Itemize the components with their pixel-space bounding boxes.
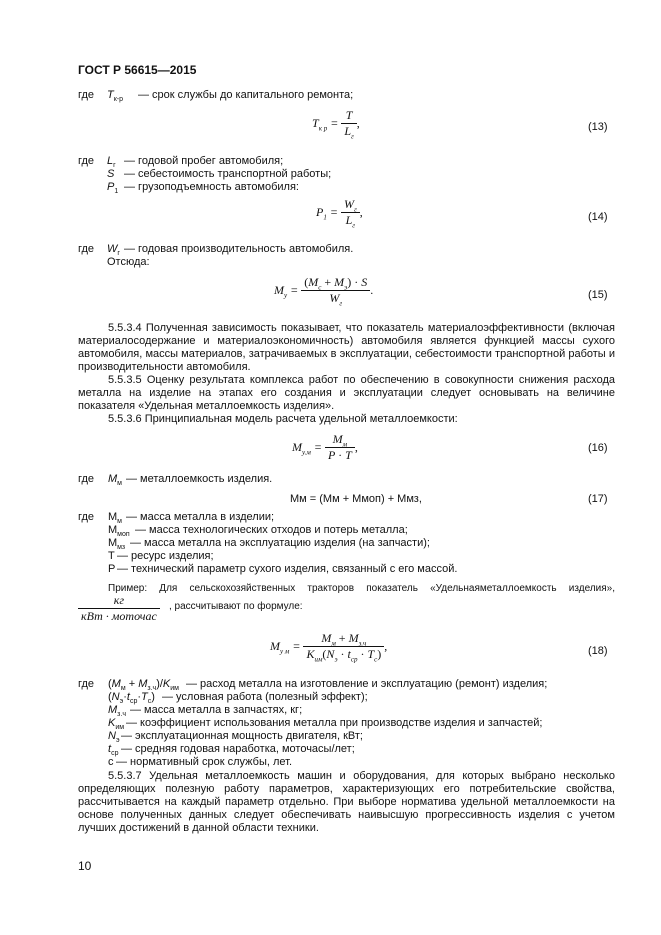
definition-tkr: — срок службы до капитального ремонта; [138,89,354,101]
paragraph-5-5-3-4: 5.5.3.4 Полученная зависимость показывает, что показатель материалоэффективности (включая материалосодержание и материалоэкономичность) автомобиля является функцией массы сухого автомобиля, массы материалов, затрачиваемых в эксплуатации, себестоимости транспортной работы и производительности автомобиля. [78,322,615,373]
definition-s: — себестоимость транспортной работы; [124,168,332,180]
definition-ne: — эксплуатационная мощность двигателя, кВт; [121,730,363,742]
symbol-p1: $P_1$ [107,181,119,196]
definition-consumption: — расход металла на изготовление и эксплуатацию (ремонт) изделия; [186,678,548,690]
where-label: где [78,473,95,485]
definition-mmop: — масса технологических отходов и потерь металла; [135,524,408,536]
example-unit-fraction [78,594,160,623]
formula-17: Mм = (Mм + Mмоп) + Mмз, [290,493,422,505]
equation-number-18: (18) [588,645,608,657]
symbol-consumption: $(M_м + M_{з.ч})/K_{им}$ [108,678,179,693]
symbol-ne: $N_э$ [108,730,120,745]
equation-number-13: (13) [588,121,608,133]
symbol-mmz: $M_{мз}$ [108,537,126,552]
definition-mm: — металлоемкость изделия. [126,473,273,485]
definition-c: — нормативный срок службы, лет. [116,756,293,768]
definition-kim: — коэффициент использования металла при производстве изделия и запчастей; [126,717,543,729]
example-text: Пример: Для сельскохозяйственных тракторов показатель «Удельнаяметаллоемкость изделия», [108,583,615,594]
definition-mmz: — масса металла на эксплуатацию изделия (на запчасти); [130,537,430,549]
symbol-tsr: $t_{ср}$ [108,743,119,758]
equation-number-16: (16) [588,442,608,454]
hence-text: Отсюда: [107,256,150,268]
symbol-kim: $K_{им}$ [108,717,125,732]
formula-14: $P_1$ = $\frac{W_г}{L_г}$ , [316,197,363,230]
definition-wg: — годовая производительность автомобиля. [124,243,354,255]
symbol-s: S [107,168,115,180]
formula-15: $M_у$ = $\frac{(M_с + M_э) \cdot S}{W_г}$ . [274,275,374,308]
page-number: 10 [78,859,92,873]
definition-p: — технический параметр сухого изделия, связанный с его массой. [117,563,458,575]
definition-mzch: — масса металла в запчастях, кг; [130,704,303,716]
symbol-c: c [108,756,114,768]
symbol-wg: $W_г$ [107,243,120,258]
formula-16: $M_{у.м}$ = $\frac{M_м}{P \cdot T}$ , [292,432,358,462]
definition-t: — ресурс изделия; [117,550,214,562]
paragraph-5-5-3-6: 5.5.3.6 Принципиальная модель расчета удельной металлоемкости: [108,413,458,425]
symbol-mmop: $M_{моп}$ [108,524,130,539]
unit-denominator: кВт · моточас [81,609,157,623]
symbol-mzch: $M_{з.ч}$ [108,704,126,719]
where-label: где [78,511,95,523]
definition-work: — условная работа (полезный эффект); [162,691,368,703]
formula-13: $T_{к р}$ = $\frac{T}{L_г}$ , [312,108,360,141]
definition-p1: — грузоподъемность автомобиля: [124,181,299,193]
example-tail: , рассчитывают по формуле: [169,601,303,612]
symbol-mm: $M_м$ [108,473,122,488]
document-header: ГОСТ Р 56615—2015 [78,63,197,77]
definition-tsr: — средняя годовая наработка, моточасы/лет; [121,743,355,755]
where-label: где [78,678,95,690]
equation-number-17: (17) [588,493,608,505]
where-label: где [78,243,95,255]
where-label: где [78,155,95,167]
where-label: где [78,89,95,101]
formula-18: $M_{у м}$ = $\frac{M_м + M_{з.ч}}{K_{им}(N_э \cdot t_{ср} \cdot T_c)}$ , [270,631,388,664]
unit-numerator: кг [78,594,160,609]
definition-mm-mass: — масса металла в изделии; [126,511,275,523]
symbol-work: $(N_э\cdot t_{ср}\cdot T_c)$ [108,691,155,706]
definition-lg: — годовой пробег автомобиля; [124,155,284,167]
symbol-t: T [108,550,115,562]
paragraph-5-5-3-5: 5.5.3.5 Оценку результата комплекса работ по обеспечению в совокупности снижения расхода металла на изделие на этапах его создания и эксплуатации следует основывать на величине показателя «Удельная металлоемкость изделия». [78,374,615,412]
symbol-tkr: $T_{к-р}$ [107,89,124,104]
equation-number-15: (15) [588,289,608,301]
symbol-mm-2: $M_м$ [108,511,122,526]
paragraph-5-5-3-7: 5.5.3.7 Удельная металлоемкость машин и оборудования, для которых выбрано несколько определяющих полезную работу параметров, характеризующих его потребительские свойства, рассчитывается на каждый параметр отдельно. При выборе норматива удельной металлоемкости на основе полученных данных следует обеспечивать наивысшую прогрессивность изделия с учетом лучших достижений в данной области техники. [78,770,615,834]
equation-number-14: (14) [588,211,608,223]
symbol-p: P [108,563,116,575]
symbol-lg: $L_г$ [107,155,116,170]
